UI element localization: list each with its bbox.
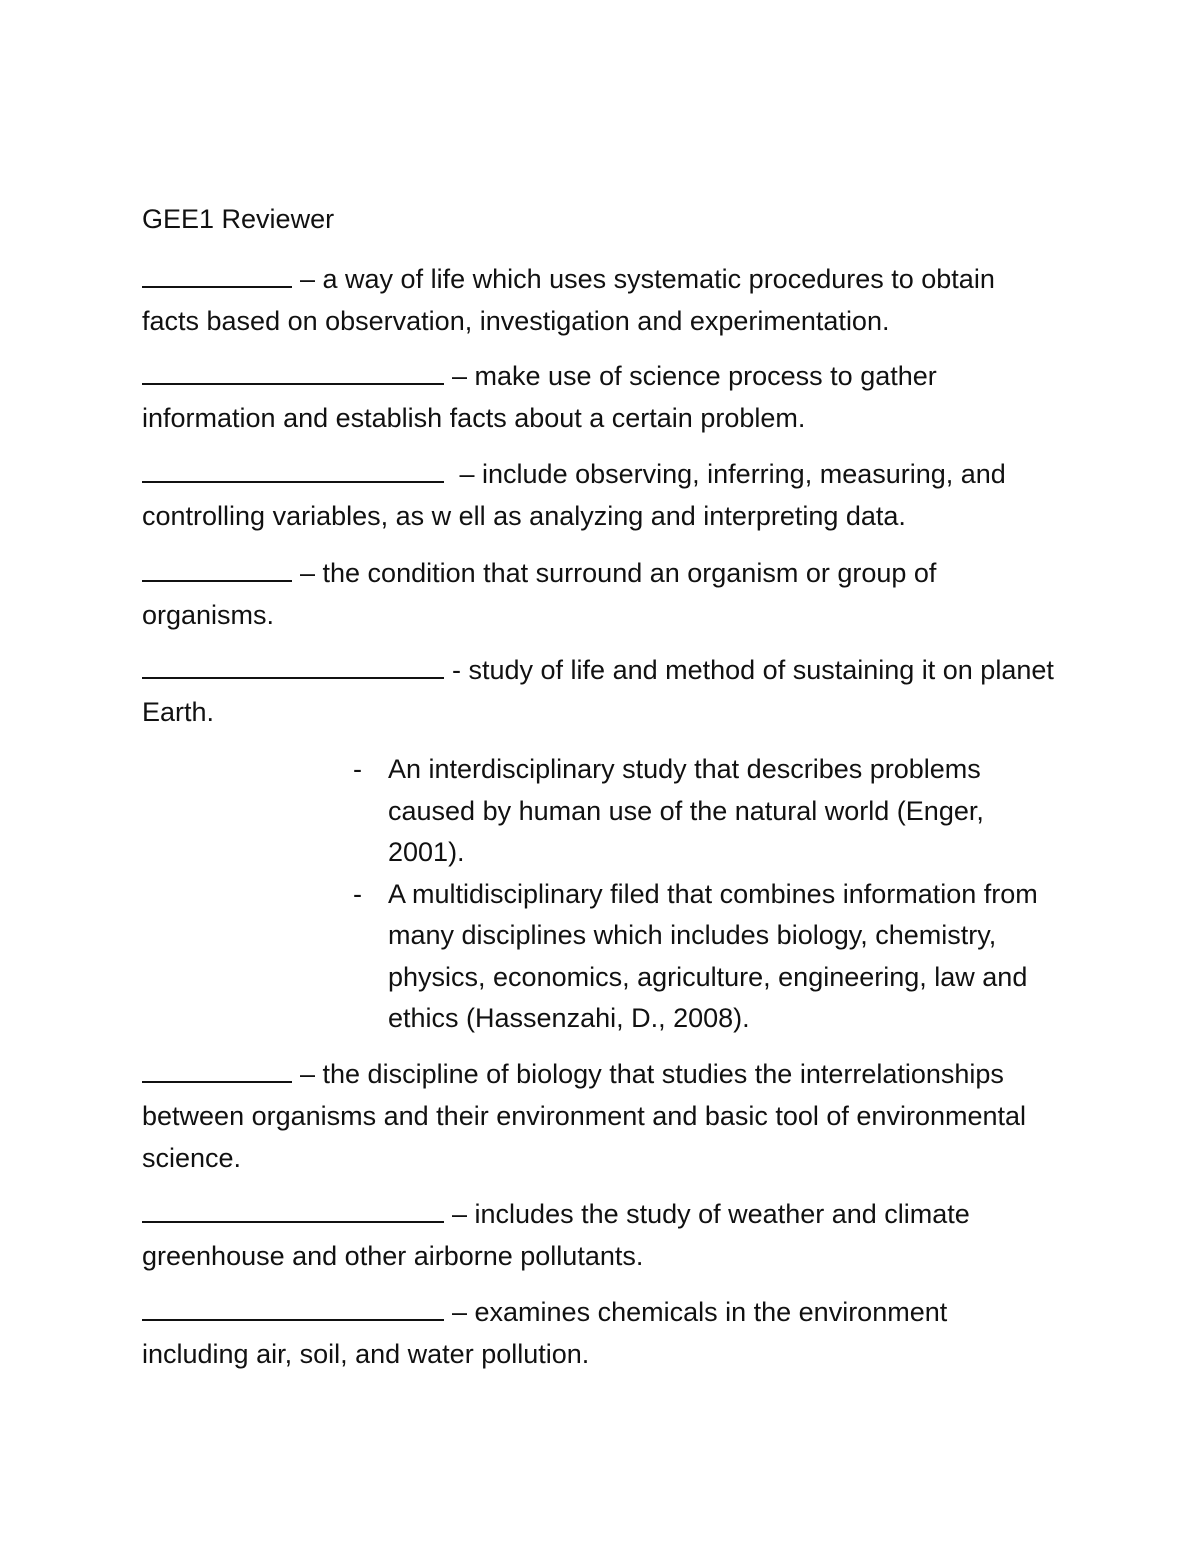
list-item-text: A multidisciplinary filed that combines information from many disciplines which includes biology, chemistry, physics, economics, agriculture, engineering, law and ethics (Hassenzahi, D., 2008). (388, 878, 1038, 1033)
definition-entry (142, 453, 1057, 537)
definition-text: – make use of science process to gather information and establish facts about a certain problem. (142, 361, 937, 433)
list-item-text: An interdisciplinary study that describes problems caused by human use of the natural world (Enger, 2001). (388, 754, 984, 867)
definition-entry (142, 355, 1057, 439)
definition-text: – the condition that surround an organism or group of organisms. (142, 558, 937, 630)
definition-entry (142, 552, 1057, 636)
definition-text: – examines chemicals in the environment including air, soil, and water pollution. (142, 1297, 948, 1369)
definition-text: – the discipline of biology that studies the interrelationships between organisms and their environment and basic tool of environmental science. (142, 1059, 1027, 1173)
answer-blank (142, 461, 444, 483)
definition-entry (142, 1193, 1057, 1277)
answer-blank (142, 1061, 292, 1083)
answer-blank (142, 560, 292, 582)
sub-definition-list (345, 749, 1045, 1040)
definition-text: - study of life and method of sustaining it on planet Earth. (142, 655, 1054, 727)
answer-blank (142, 266, 292, 288)
definition-entry (142, 1291, 1057, 1375)
answer-blank (142, 657, 444, 679)
definition-entry (142, 649, 1057, 733)
definition-text: – include observing, inferring, measuring, and controlling variables, as w ell as analyzing and interpreting data. (142, 459, 1006, 531)
list-marker: - (353, 878, 362, 909)
list-marker: - (353, 754, 362, 784)
answer-blank (142, 1201, 444, 1223)
list-item (345, 874, 1045, 1040)
definition-entry (142, 1053, 1057, 1179)
definition-text: – a way of life which uses systematic procedures to obtain facts based on observation, investigation and experimentation. (142, 264, 995, 336)
answer-blank (142, 363, 444, 385)
list-item (345, 749, 1045, 874)
definition-entry (142, 258, 1057, 342)
document-title: GEE1 Reviewer (142, 204, 335, 234)
definition-text: – includes the study of weather and climate greenhouse and other airborne pollutants. (142, 1199, 970, 1271)
answer-blank (142, 1299, 444, 1321)
